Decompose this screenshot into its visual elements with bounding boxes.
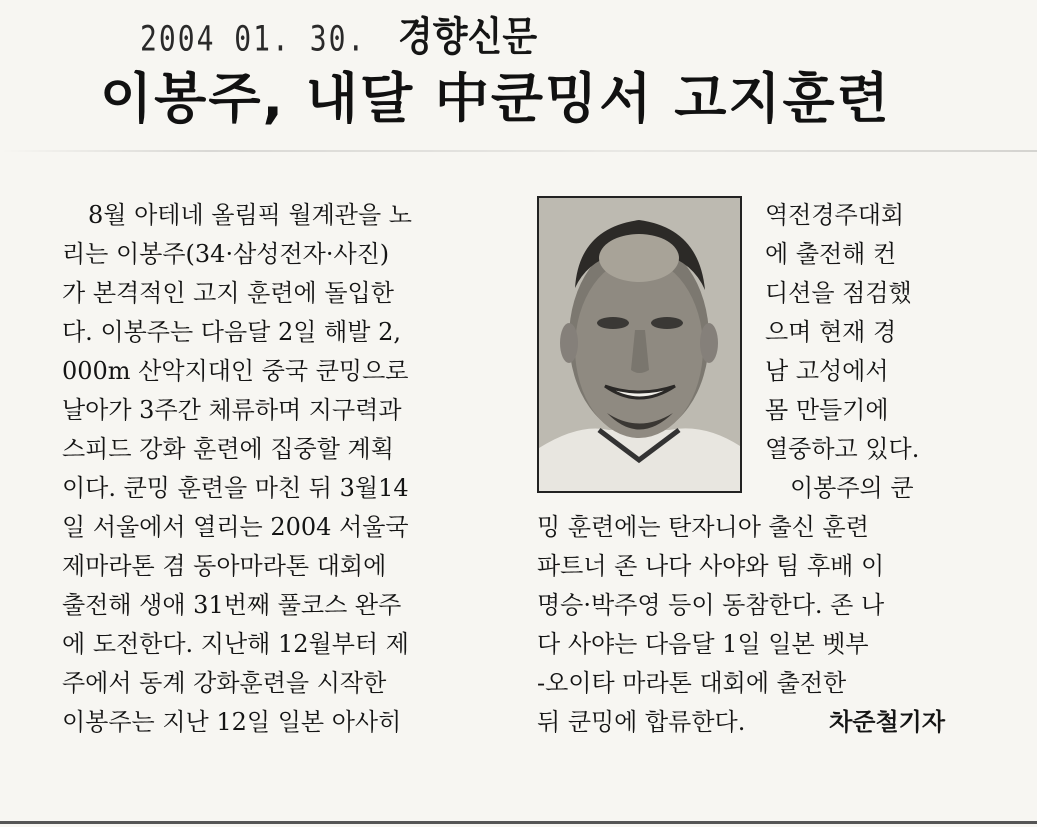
article-line: 가 본격적인 고지 훈련에 돌입한: [62, 279, 394, 307]
portrait-photo: [537, 196, 742, 493]
article-line: 다. 이봉주는 다음달 2일 해발 2,: [62, 318, 401, 346]
article-line: 으며 현재 경: [765, 318, 897, 346]
byline: 차준철기자: [829, 708, 945, 736]
article-line: 뒤 쿤밍에 합류한다.: [537, 708, 746, 736]
article-line: 에 도전한다. 지난해 12월부터 제: [62, 630, 409, 658]
article-line: 000m 산악지대인 중국 쿤밍으로: [62, 357, 409, 385]
article-line: 밍 훈련에는 탄자니아 출신 훈련: [537, 513, 869, 541]
article-line: 역전경주대회: [765, 201, 905, 229]
article-line: 남 고성에서: [765, 357, 889, 385]
article-line: 명승·박주영 등이 동참한다. 존 나: [537, 591, 885, 619]
article-line: 이봉주의 쿤: [790, 474, 914, 502]
article-line: 스피드 강화 훈련에 집중할 계획: [62, 435, 394, 463]
article-line: 제마라톤 겸 동아마라톤 대회에: [62, 552, 387, 580]
clipping-date: 2004 01. 30.: [140, 18, 367, 60]
article-line: 몸 만들기에: [765, 396, 889, 424]
article-line: 파트너 존 나다 사야와 팀 후배 이: [537, 552, 885, 580]
article-line: 날아가 3주간 체류하며 지구력과: [62, 396, 402, 424]
article-line: 이봉주는 지난 12일 일본 아사히: [62, 708, 402, 736]
article-line: -오이타 마라톤 대회에 출전한: [537, 669, 847, 697]
article-line: 디션을 점검했: [765, 279, 912, 307]
article-line: 에 출전해 컨: [765, 240, 897, 268]
headline: 이봉주, 내달 中쿤밍서 고지훈련: [100, 67, 891, 130]
header-divider: [0, 150, 1037, 152]
article-line: 주에서 동계 강화훈련을 시작한: [62, 669, 387, 697]
article-line: 출전해 생애 31번째 풀코스 완주: [62, 591, 402, 619]
portrait-illustration: [539, 198, 740, 491]
newspaper-name: 경향신문: [398, 14, 538, 60]
article-line: 8월 아테네 올림픽 월계관을 노: [88, 201, 412, 229]
article-line: 열중하고 있다.: [765, 435, 920, 463]
bottom-border: [0, 821, 1037, 824]
article-line: 리는 이봉주(34·삼성전자·사진): [62, 240, 390, 268]
article-line: 다 사야는 다음달 1일 일본 벳부: [537, 630, 869, 658]
article-line: 이다. 쿤밍 훈련을 마친 뒤 3월14: [62, 474, 409, 502]
article-line: 일 서울에서 열리는 2004 서울국: [62, 513, 409, 541]
